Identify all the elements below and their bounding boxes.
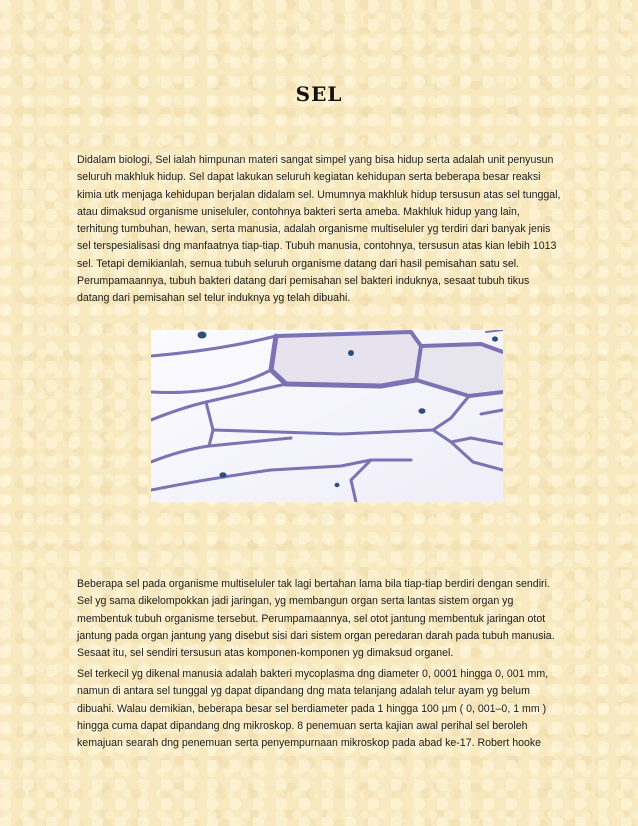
paragraph-cell-size: Sel terkecil yg dikenal manusia adalah bakteri mycoplasma dng diameter 0, 0001 hingga 0, 001 mm, namun di antara sel tunggal yg dapat dipandang dng mata telanjang adalah telur ayam yg belum dibuahi. Walau demikian, beberapa besar sel berdiameter pada 1 hingga 100 µm ( 0, 001–0, 1 mm ) hingga cuma dapat dipandang dng mikroskop. 8 penemuan serta kajian awal perihal sel beroleh kemajuan searah dng penemuan serta penyempurnaan mikroskop pada abad ke-17. Robert hooke — [77, 668, 549, 750]
paragraph-intro: Didalam biologi, Sel ialah himpunan materi sangat simpel yang bisa hidup serta adalah unit penyusun seluruh makhluk hidup. Sel dapat lakukan seluruh kegiatan kehidupan serta beberapa besar reaksi kimia utk menjaga kehidupan berjalan didalam sel. Umumnya makhluk hidup tersusun atas sel tunggal, atau dimaksud organisme uniseluler, contohnya bakteri serta ameba. Makhluk hidup yang lain, terhitung tumbuhan, hewan, serta manusia, adalah organisme multiseluler yg terdiri dari banyak jenis sel terspesialisasi dng manfaatnya tiap-tiap. Tubuh manusia, contohnya, tersusun atas kian lebih 1013 sel. Tetapi demikianlah, semua tubuh seluruh organisme datang dari hasil pemisahan satu sel. Perumpamaannya, tubuh bakteri datang dari pemisahan sel bakteri induknya, sesaat tubuh tikus datang dari pemisahan sel telur induknya yg telah dibuahi. — [77, 154, 561, 305]
page-title: SEL — [295, 82, 343, 106]
paragraph-multicellular: Beberapa sel pada organisme multiseluler tak lagi bertahan lama bila tiap-tiap berdiri dengan sendiri. Sel yg sama dikelompokkan jadi jaringan, yg membangun organ serta lantas sistem organ yg membentuk tubuh organisme tersebut. Perumpamaannya, sel otot jantung membentuk jaringan otot jantung pada organ jantung yang disebut sisi dari sistem organ peredaran darah pada tubuh manusia. Sesaat itu, sel sendiri tersusun atas komponen-komponen yg dimaksud organel. — [77, 578, 555, 660]
onion-cell-micrograph — [151, 330, 503, 502]
